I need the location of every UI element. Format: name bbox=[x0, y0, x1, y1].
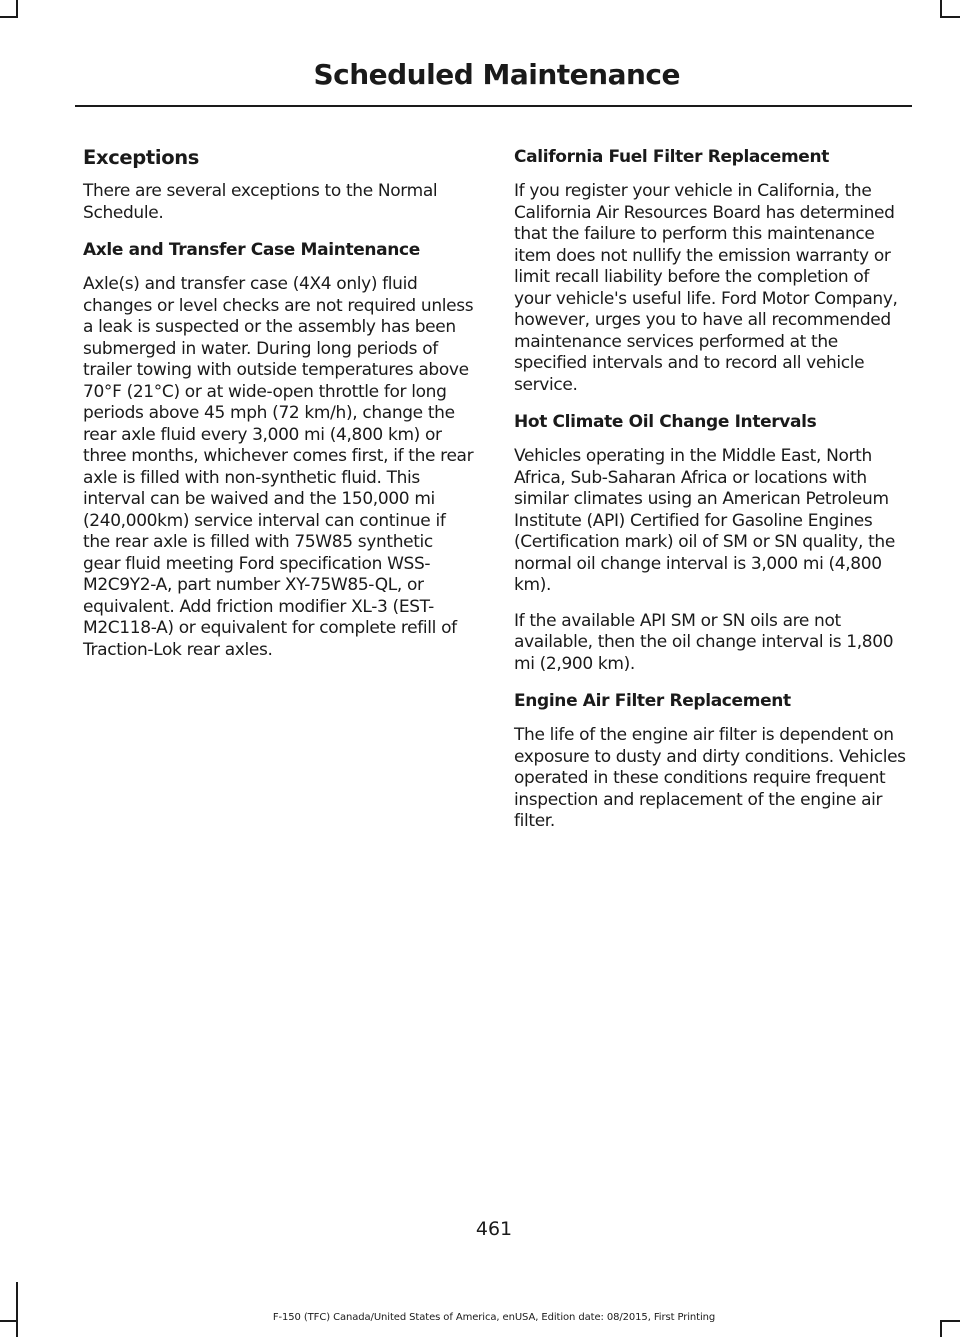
left-column bbox=[83, 145, 475, 675]
page-number: 461 bbox=[475, 1218, 513, 1240]
exceptions-paragraph: There are several exceptions to the Normal Schedule. bbox=[83, 181, 438, 223]
fuel-filter-heading: California Fuel Filter Replacement bbox=[514, 147, 830, 167]
exceptions-heading: Exceptions bbox=[83, 146, 200, 169]
air-filter-paragraph: The life of the engine air filter is dependent on exposure to dusty and dirty conditions. Vehicles operated in these conditions require frequent inspection and replacement of the engine air filter. bbox=[514, 725, 906, 831]
air-filter-heading: Engine Air Filter Replacement bbox=[514, 691, 791, 711]
page-header-title: Scheduled Maintenance bbox=[313, 58, 680, 91]
hot-climate-paragraph-1: Vehicles operating in the Middle East, North Africa, Sub-Saharan Africa or locations with similar climates using an American Petroleum Institute (API) Certified for Gasoline Engines (Certification mark) oil of SM or SN quality, the normal oil change interval is 3,000 mi (4,800 km). bbox=[514, 446, 895, 595]
header-divider bbox=[75, 105, 912, 107]
crop-mark-bottom-left-vertical bbox=[16, 1282, 18, 1337]
crop-mark-top-right-horizontal bbox=[940, 16, 960, 18]
axle-maintenance-paragraph: Axle(s) and transfer case (4X4 only) fluid changes or level checks are not required unless a leak is suspected or the assembly has been submerged in water. During long periods of trailer towing with outside temperatures above 70°F (21°C) or at wide-open throttle for long periods above 45 mph (72 km/h), change the rear axle fluid every 3,000 mi (4,800 km) or three months, whichever comes first, if the rear axle is filled with non-synthetic fluid. This interval can be waived and the 150,000 mi (240,000km) service interval can continue if the rear axle is filled with 75W85 synthetic gear fluid meeting Ford specification WSS-M2C9Y2-A, part number XY-75W85-QL, or equivalent. Add friction modifier XL-3 (EST-M2C118-A) or equivalent for complete refill of Traction-Lok rear axles. bbox=[83, 274, 474, 660]
edition-footer: F-150 (TFC) Canada/United States of America, enUSA, Edition date: 08/2015, First Printing bbox=[272, 1312, 716, 1323]
hot-climate-paragraph-2: If the available API SM or SN oils are not available, then the oil change interval is 1,800 mi (2,900 km). bbox=[514, 610, 894, 674]
hot-climate-heading: Hot Climate Oil Change Intervals bbox=[514, 412, 817, 432]
axle-maintenance-heading: Axle and Transfer Case Maintenance bbox=[83, 240, 420, 260]
crop-mark-top-left-horizontal bbox=[0, 16, 18, 18]
fuel-filter-paragraph: If you register your vehicle in California, the California Air Resources Board has determined that the failure to perform this maintenance item does not nullify the emission warranty or limit recall liability before the completion of your vehicle's useful life. Ford Motor Company, however, urges you to have all recommended maintenance services performed at the specified intervals and to record all vehicle service. bbox=[514, 181, 898, 395]
right-column bbox=[514, 145, 906, 847]
